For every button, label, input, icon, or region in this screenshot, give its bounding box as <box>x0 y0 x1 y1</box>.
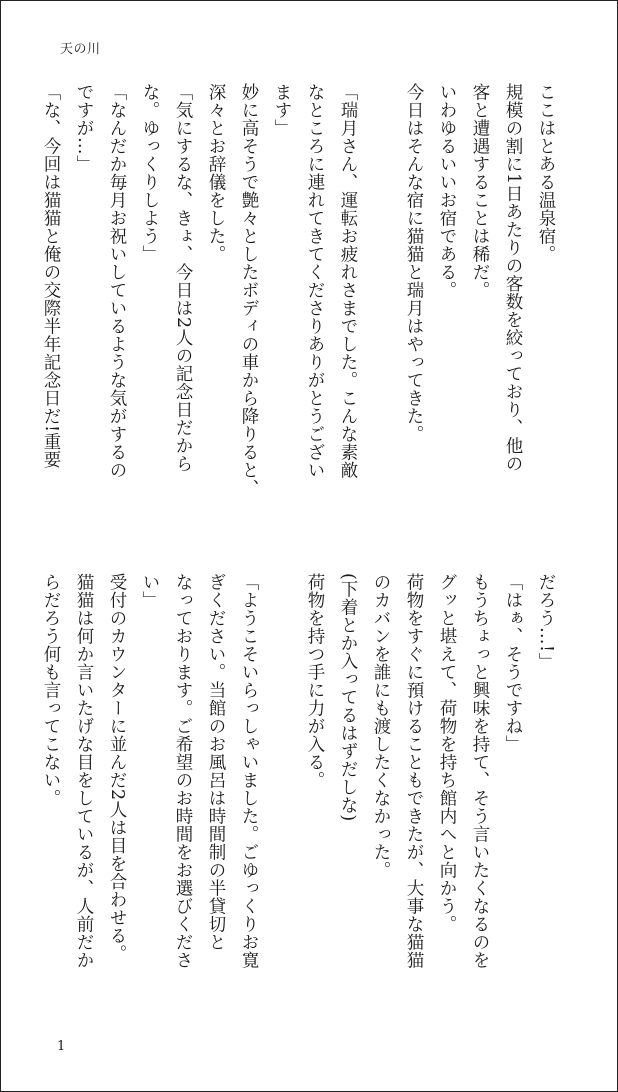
text-line: なところに連れてきてくださりありがとうござい <box>305 83 325 479</box>
text-line: 「ようこそいらっしゃいました。ごゆっくりお寛 <box>239 573 259 969</box>
text-line: ます」 <box>272 83 292 137</box>
text-line: 受付のカウンターに並んだ2人は目を合わせる。 <box>107 573 127 963</box>
text-line: ここはとある温泉宿。 <box>536 83 556 263</box>
text-line: 荷物をすぐに預けることもできたが、大事な猫猫 <box>404 573 424 969</box>
text-line: いわゆるいいお宿である。 <box>437 83 457 299</box>
text-block-top <box>41 83 562 523</box>
blank-line <box>364 83 397 523</box>
text-line: のカバンを誰にも渡したくなかった。 <box>371 573 391 879</box>
text-line: だろう…!」 <box>536 573 556 671</box>
text-line: なっております。ご希望のお時間をお選びくださ <box>173 573 193 969</box>
blank-line <box>265 573 298 1023</box>
text-line: 「はぁ、そうですね」 <box>503 573 523 753</box>
text-line: 「瑞月さん、運転お疲れさまでした。こんな素敵 <box>338 83 358 479</box>
text-line: 「な、今回は猫猫と俺の交際半年記念日だ!重要 <box>41 83 61 469</box>
text-line: 今日はそんな宿に猫猫と瑞月はやってきた。 <box>404 83 424 443</box>
text-line: 深々とお辞儀をした。 <box>206 83 226 263</box>
text-line: ぎください。当館のお風呂は時間制の半貸切と <box>206 573 226 951</box>
text-line: 「気にするな、きょ、今日は2人の記念日だから <box>173 83 193 473</box>
text-line: 客と遭遇することは稀だ。 <box>470 83 490 299</box>
text-line: な。ゆっくりしよう」 <box>140 83 160 263</box>
text-block-bottom <box>41 573 562 1023</box>
text-line: 妙に高そうで艶々としたボディの車から降りると、 <box>239 83 259 497</box>
text-line: い」 <box>140 573 160 609</box>
text-line: らだろう何も言ってこない。 <box>41 573 61 807</box>
page-number: 1 <box>57 1039 66 1054</box>
text-line: 「なんだか毎月お祝いしているような気がするの <box>107 83 127 479</box>
text-line: 荷物を持つ手に力が入る。 <box>305 573 325 789</box>
text-line: 猫猫は何か言いたげな目をしているが、人前だか <box>74 573 94 969</box>
text-line: ですが…」 <box>74 83 94 173</box>
text-line: (下着とか入ってるはずだしな) <box>338 573 358 822</box>
text-line: グッと堪えて、荷物を持ち館内へと向かう。 <box>437 573 457 933</box>
header-title: 天の川 <box>60 42 101 57</box>
text-line: 規模の割に1日あたりの客数を絞っており、他の <box>503 83 523 473</box>
text-line: もうちょっと興味を持て、そう言いたくなるのを <box>470 573 490 969</box>
